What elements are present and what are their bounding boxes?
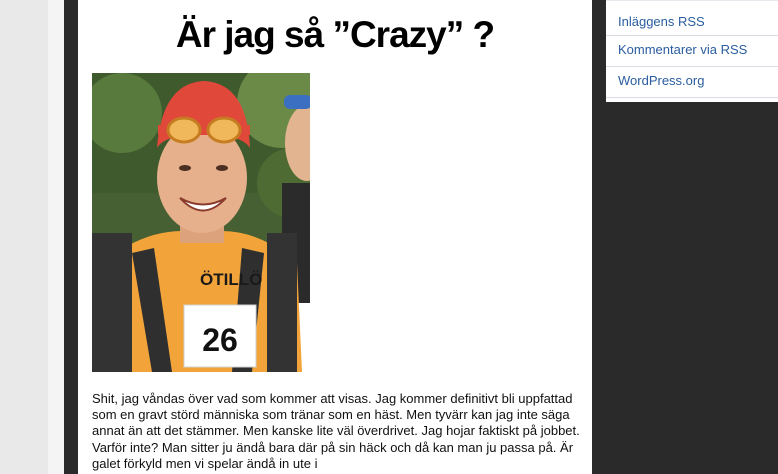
bib-number: 26 — [202, 322, 238, 358]
shirt-logo: ÖTILLÖ — [200, 270, 263, 289]
left-gutter — [0, 0, 48, 474]
entries-rss-link[interactable]: Inläggens RSS — [618, 14, 705, 29]
sidebar-links — [606, 0, 778, 98]
sidebar-item-wordpress — [606, 67, 778, 98]
athlete-photo-image — [92, 73, 310, 372]
sidebar-item-comments-rss — [606, 36, 778, 67]
post-body: Shit, jag våndas över vad som kommer att visas. Jag kommer definitivt bli uppfattad som en gravt störd människa som tränar som en häst. Men tyvärr kan jag inte säga annat än att det stämmer. Men kanske lite väl överdrivet. Jag hojar faktiskt på jobbet. Varför inte? Man sitter ju ändå bara där på sin häck och då kan man ju passa på. Är galet förkyld men vi spelar ändå in ute i — [92, 391, 580, 471]
comments-rss-link[interactable]: Kommentarer via RSS — [618, 42, 748, 57]
sidebar-item-entries-rss — [606, 0, 778, 36]
post-photo — [92, 73, 310, 372]
wordpress-link[interactable]: WordPress.org — [618, 73, 705, 88]
post-content — [78, 0, 592, 474]
post-title: Är jag så ”Crazy” ? — [175, 14, 495, 55]
sidebar-meta-widget — [606, 0, 778, 102]
left-strip — [48, 0, 64, 474]
